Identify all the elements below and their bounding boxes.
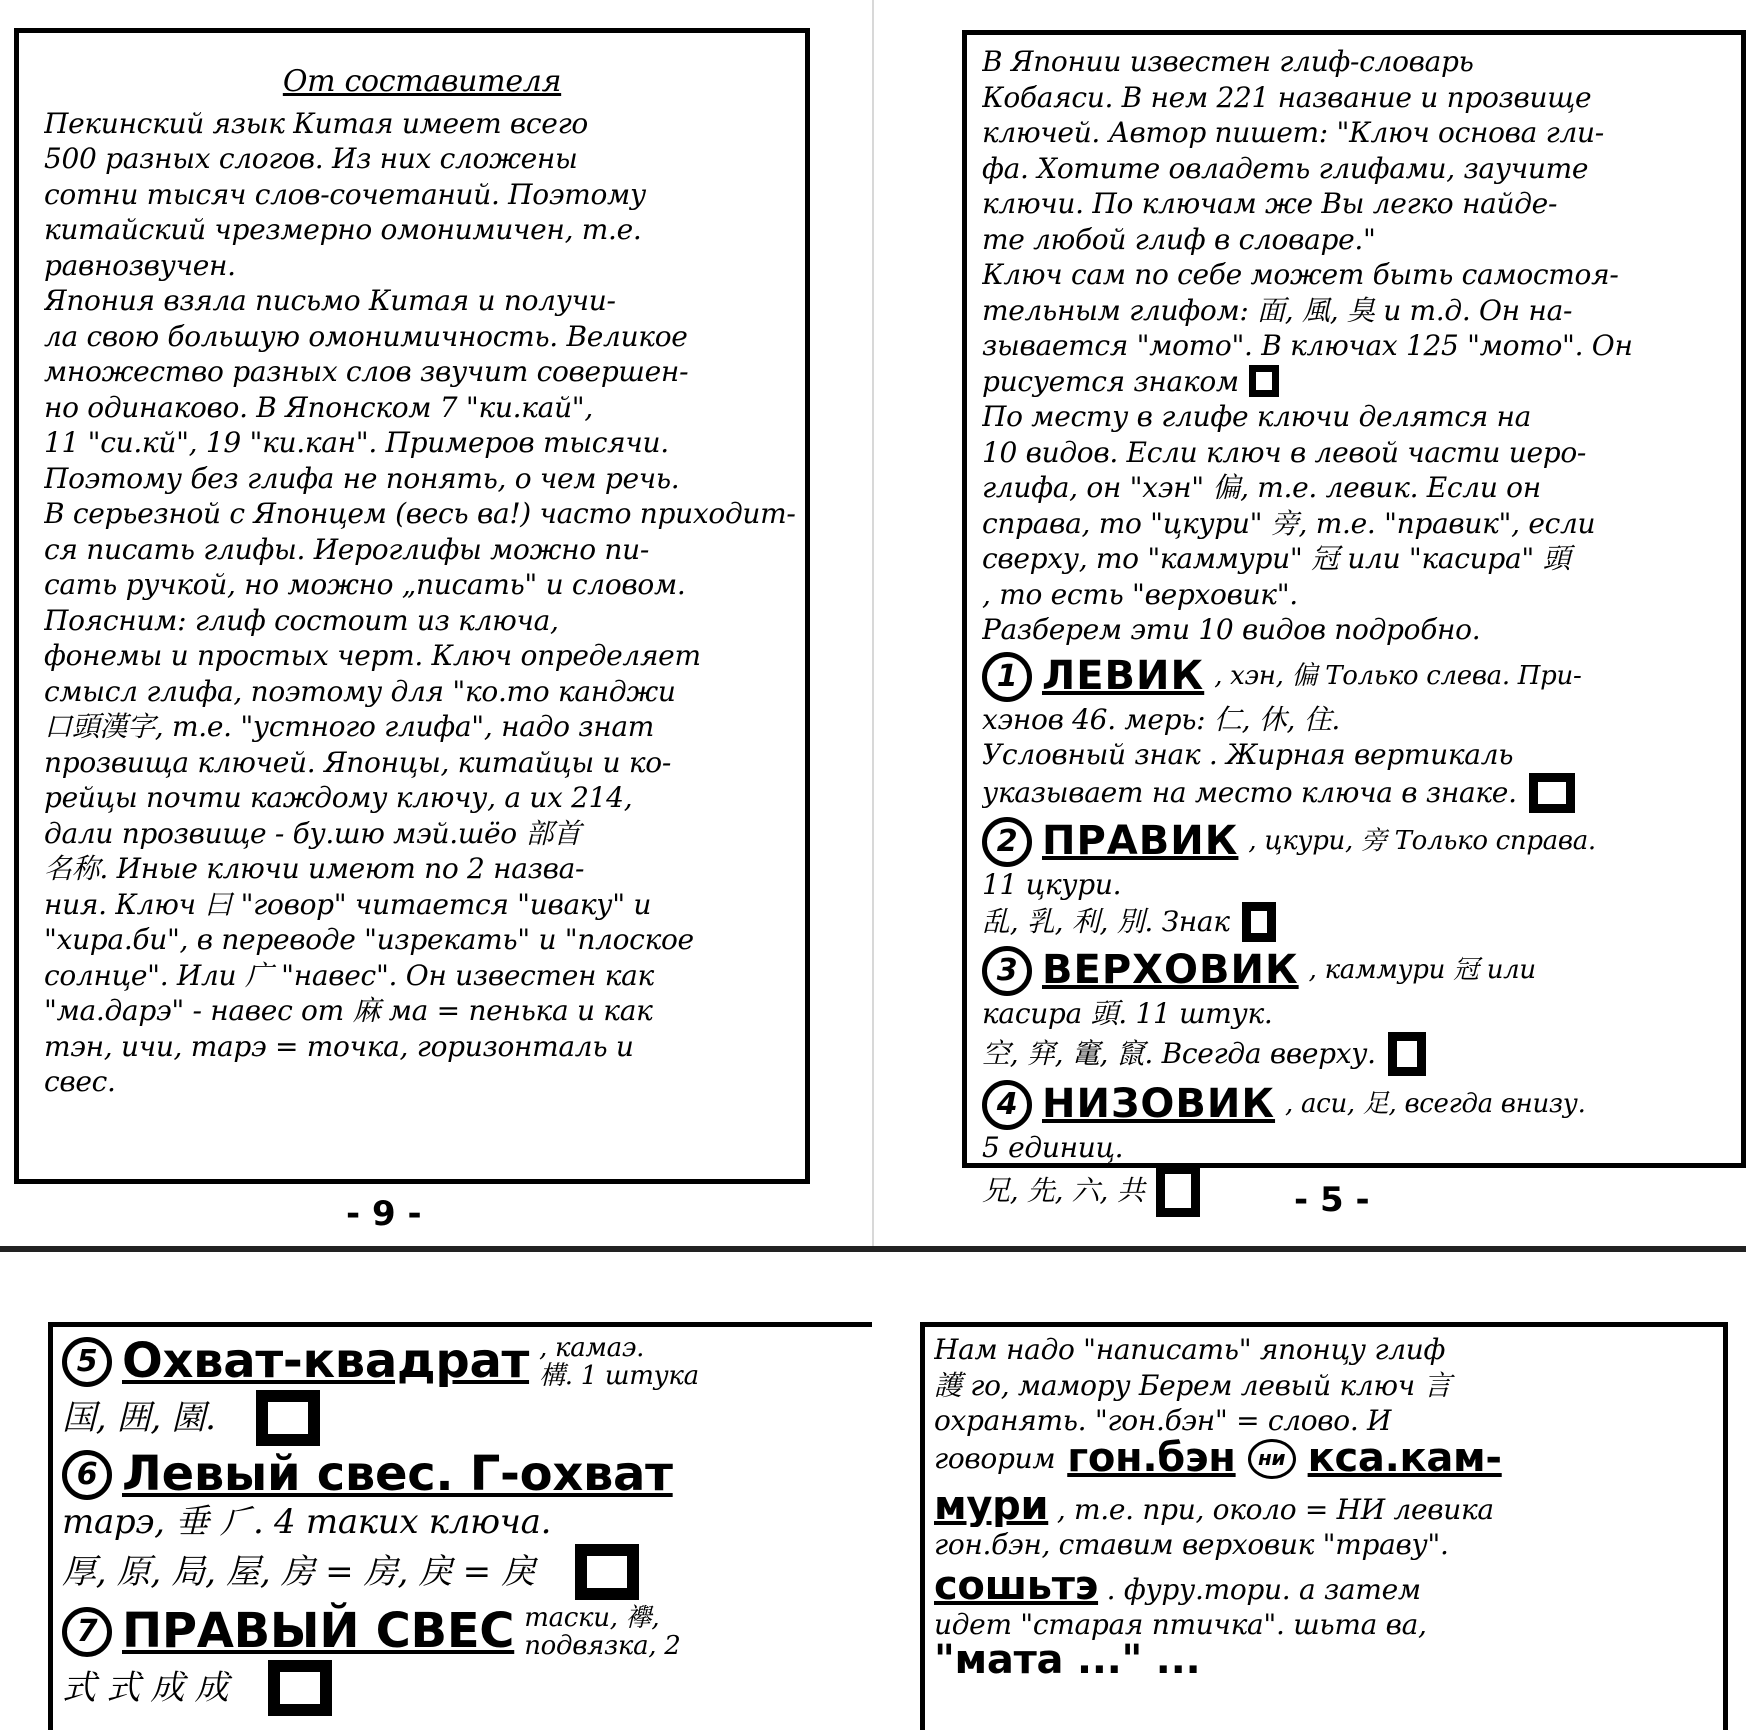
page-body	[44, 64, 800, 1100]
text-line: рисуется знаком	[982, 364, 1239, 398]
item-note: , цкури, 旁 Только справа.	[1248, 825, 1596, 856]
full-key-symbol	[1249, 365, 1279, 397]
item-note	[539, 1334, 699, 1390]
item-text: хэнов 46. мерь: 仁, 休, 住.	[982, 702, 1340, 736]
number-circle: 5	[62, 1337, 112, 1387]
page-title: От составителя	[282, 64, 562, 99]
item-heading-row	[62, 1334, 868, 1390]
bold-term-ksa-kam: кса.кам-	[1307, 1438, 1502, 1479]
text-line: гон.бэн, ставим верховик "траву".	[934, 1528, 1449, 1561]
item-heading-row	[982, 652, 1734, 702]
text-line: сать ручкой, но можно „писать" и словом.	[44, 568, 686, 601]
item-line	[982, 867, 1734, 903]
item-text: 11 цкури.	[982, 867, 1122, 901]
item-heading: ПРАВЫЙ СВЕС	[122, 1603, 515, 1660]
text-line: Япония взяла письмо Китая и получи-	[44, 284, 616, 317]
text-line: те любой глиф в словаре."	[982, 222, 1376, 256]
bold-term-soshte: сошьтэ	[934, 1568, 1099, 1607]
text-line: По месту в глифе ключи делятся на	[982, 400, 1532, 433]
text-line: идет "старая птичка". шьта ва,	[934, 1608, 1427, 1641]
item-heading: НИЗОВИК	[1042, 1080, 1276, 1127]
text-line: сотни тысяч слов-сочетаний. Поэтому	[44, 177, 646, 211]
item-text: 国, 囲, 園.	[62, 1398, 216, 1438]
position-symbol	[1529, 773, 1575, 813]
number-circle: 3	[982, 946, 1032, 996]
text-line: фа. Хотите овладеть глифами, заучите	[982, 151, 1589, 185]
text-line: . фуру.тори. а затем	[1106, 1572, 1421, 1606]
text-line: сверху, то "каммури" 冠 или "касира" 頭	[982, 542, 1571, 575]
item-text: 乱, 乳, 利, 別. Знак	[982, 905, 1230, 939]
text-line: Поясним: глиф состоит из ключа,	[44, 603, 559, 637]
page-body	[62, 1334, 868, 1720]
text-line: тельным глифом: 面, 風, 臭 и т.д. Он на-	[982, 293, 1573, 327]
text-line: смысл глифа, поэтому для "ко.то канджи	[44, 674, 676, 708]
position-symbol	[1156, 1165, 1200, 1217]
key-type-item-3	[982, 946, 1734, 1076]
key-type-item-7	[62, 1604, 868, 1716]
text-line: "ма.дарэ" - навес от 麻 ма = пенька и как	[44, 994, 653, 1027]
text-line: Нам надо "написать" японцу глиф	[934, 1333, 1446, 1366]
text-line: солнце". Или 广 "навес". Он известен как	[44, 958, 654, 992]
item-heading: Левый свес. Г-охват	[122, 1446, 673, 1503]
text-line: , то есть "верховик".	[982, 577, 1298, 611]
text-line: глифа, он "хэн" 偏, т.е. левик. Если он	[982, 471, 1541, 504]
text-line: охранять. "гон.бэн" = слово. И	[934, 1404, 1392, 1437]
item-note	[524, 1604, 680, 1660]
key-type-item-6	[62, 1446, 868, 1600]
notebook-page-bottom-left	[0, 1252, 872, 1730]
page-number: - 9 -	[346, 1194, 422, 1234]
item-heading: ЛЕВИК	[1042, 652, 1205, 699]
text-line: дали прозвище - бу.шю мэй.шёо 部首	[44, 816, 581, 850]
speak-label: говорим	[934, 1441, 1056, 1475]
position-symbol	[575, 1544, 639, 1600]
text-line: Поэтому без глифа не понять, о чем речь.	[44, 461, 680, 495]
text-line-cut: "мата ..." ...	[934, 1642, 1201, 1678]
text-line: 10 видов. Если ключ в левой части иеро-	[982, 435, 1587, 469]
item-heading-row	[982, 1080, 1734, 1130]
text-line: справа, то "цкури" 旁, т.е. "правик", если	[982, 506, 1596, 540]
text-line: Разберем эти 10 видов подробно.	[982, 613, 1481, 646]
item-text: указывает на место ключа в знаке.	[982, 775, 1517, 809]
key-type-item-1	[982, 652, 1734, 813]
text-line: Ключ сам по себе может быть самостоя-	[982, 258, 1619, 291]
text-line: китайский чрезмерно омонимичен, т.е.	[44, 213, 642, 246]
item-note: , аси, 足, всегда внизу.	[1285, 1088, 1586, 1119]
text-line: фонемы и простых черт. Ключ определяет	[44, 639, 701, 672]
text-line: 口頭漢字, т.е. "устного глифа", надо знат	[44, 710, 654, 743]
item-line	[62, 1500, 868, 1544]
text-line: Пекинский язык Китая имеет всего	[44, 106, 588, 140]
item-note: , каммури 冠 или	[1308, 955, 1536, 986]
number-circle: 4	[982, 1080, 1032, 1130]
item-heading: Охват-квадрат	[122, 1333, 530, 1390]
text-line: прозвища ключей. Японцы, китайцы и ко-	[44, 745, 671, 779]
text-line: ния. Ключ 曰 "говор" читается "иваку" и	[44, 887, 652, 921]
item-heading-row	[982, 946, 1734, 996]
item-line	[982, 1130, 1734, 1166]
text-line: рейцы почти каждому ключу, а их 214,	[44, 781, 633, 814]
text-line: 護 го, мамору Берем левый ключ 言	[934, 1368, 1452, 1402]
item-line	[982, 1032, 1734, 1076]
item-text: 式 式 成 成	[62, 1668, 229, 1708]
text-line: 500 разных слогов. Из них сложены	[44, 142, 578, 175]
number-circle: 1	[982, 652, 1032, 702]
bold-term-muri: мури	[934, 1488, 1049, 1527]
text-line: ся писать глифы. Иероглифы можно пи-	[44, 532, 650, 566]
text-line: множество разных слов звучит совершен-	[44, 355, 689, 388]
item-text: 兄, 先, 六, 共	[982, 1174, 1145, 1208]
item-text: 空, 穽, 竃, 竄. Всегда вверху.	[982, 1036, 1376, 1070]
text-line: В серьезной с Японцем (весь ва!) часто приходит-	[44, 497, 796, 530]
text-line: тэн, ичи, тарэ = точка, горизонталь и	[44, 1029, 634, 1063]
item-text: 5 единиц.	[982, 1130, 1124, 1164]
number-circle: 6	[62, 1450, 112, 1500]
bold-term-gon-ben: гон.бэн	[1067, 1438, 1236, 1479]
text-line: , т.е. при, около = НИ левика	[1056, 1492, 1494, 1526]
item-line	[62, 1390, 868, 1446]
text-line: равнозвучен.	[44, 248, 236, 282]
number-circle: 2	[982, 817, 1032, 867]
text-line: зывается "мото". В ключах 125 "мото". Он	[982, 329, 1633, 362]
item-line	[62, 1544, 868, 1600]
notebook-page-bottom-right	[882, 1252, 1746, 1730]
text-line: ключи. По ключам же Вы легко найде-	[982, 187, 1558, 220]
text-line: ключей. Автор пишет: "Ключ основа гли-	[982, 116, 1604, 149]
key-type-item-5	[62, 1334, 868, 1446]
item-heading-row	[982, 817, 1734, 867]
page-body	[982, 44, 1734, 1217]
position-symbol	[268, 1660, 332, 1716]
text-line: Кобаяси. В нем 221 название и прозвище	[982, 80, 1592, 114]
position-symbol	[256, 1390, 320, 1446]
item-note-line2: 構. 1 штука	[539, 1361, 699, 1391]
item-note-line1: таски, 襷,	[524, 1603, 660, 1633]
item-note-line2: подвязка, 2	[524, 1631, 681, 1661]
key-type-item-2	[982, 817, 1734, 943]
page-body	[934, 1332, 1720, 1678]
item-note-line1: , камаэ.	[539, 1333, 645, 1363]
item-line	[982, 702, 1734, 738]
text-line-with-symbol	[982, 364, 1734, 400]
item-text: Условный знак . Жирная вертикаль	[982, 738, 1514, 771]
number-circle: 7	[62, 1607, 112, 1657]
item-text: касира 頭. 11 штук.	[982, 997, 1273, 1030]
item-heading-row	[62, 1604, 868, 1660]
text-line: 名称. Иные ключи имеют по 2 назва-	[44, 852, 585, 885]
text-line: "хира.би", в переводе "изрекать" и "плоское	[44, 923, 694, 956]
text-line: но одинаково. В Японском 7 "ки.кай",	[44, 390, 593, 424]
item-line	[982, 996, 1734, 1032]
text-line: свес.	[44, 1065, 116, 1098]
text-line: 11 "си.кй", 19 "ки.кан". Примеров тысячи.	[44, 426, 669, 459]
item-line	[982, 773, 1734, 813]
page-number: - 5 -	[1294, 1180, 1370, 1220]
item-line	[982, 902, 1734, 942]
position-symbol	[1242, 902, 1276, 942]
notebook-page-9	[0, 0, 872, 1246]
position-symbol	[1388, 1032, 1426, 1076]
text-line: В Японии известен глиф-словарь	[982, 45, 1474, 78]
item-text: 厚, 原, 局, 屋, 房 = 房, 戾 = 戾	[62, 1552, 536, 1592]
text-line: ла свою большую омонимичность. Великое	[44, 319, 688, 353]
item-heading: ПРАВИК	[1042, 817, 1239, 864]
item-line	[62, 1660, 868, 1716]
item-line	[982, 737, 1734, 773]
circled-ni: ни	[1248, 1439, 1296, 1479]
item-note: , хэн, 偏 Только слева. При-	[1214, 660, 1582, 691]
item-heading: ВЕРХОВИК	[1042, 947, 1299, 994]
item-heading-row	[62, 1446, 868, 1503]
notebook-page-5	[874, 0, 1746, 1246]
item-text: тарэ, 垂 ⺁. 4 таких ключа.	[62, 1502, 552, 1542]
